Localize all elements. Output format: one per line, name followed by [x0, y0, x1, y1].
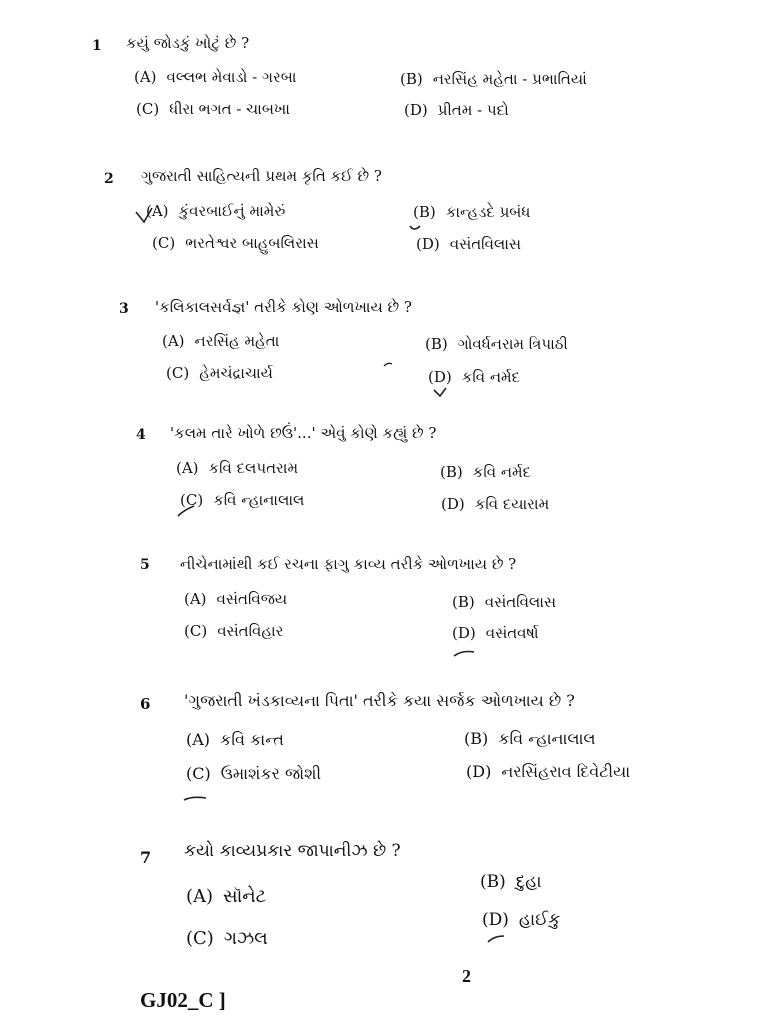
option-text: વસંતવર્ષા — [485, 624, 539, 642]
option-text: ધીરા ભગત - ચાબખા — [169, 100, 290, 118]
tick-mark-q3d — [434, 388, 446, 396]
option-text: વસંતવિલાસ — [484, 593, 557, 611]
option-text: ગઝલ — [223, 928, 268, 949]
question-text: 'કલમ તારે ખોળે છઉં'...' એવું કોણે કહ્યું છે ? — [170, 424, 437, 442]
option-text: ભરતેશ્વર બાહુબલિરાસ — [185, 234, 319, 252]
question-text: 'ગુજરાતી ખંડકાવ્યના પિતા' તરીકે કયા સર્જક ઓળખાય છે ? — [184, 691, 575, 710]
option-label: (C) — [186, 764, 211, 783]
footer-code: GJ02_C ] — [140, 988, 226, 1012]
question-number: 4 — [136, 427, 146, 443]
option-text: ગોવર્ધનરામ ત્રિપાઠી — [457, 335, 568, 353]
option-text: કાન્હડદે પ્રબંધ — [445, 203, 531, 221]
question-number: 1 — [92, 38, 102, 54]
option-label: (A) — [162, 332, 185, 350]
option-label: (A) — [134, 68, 157, 86]
question-number: 7 — [140, 848, 152, 867]
option-text: વલ્લભ મેવાડો - ગરબા — [166, 68, 297, 86]
option-text: કવિ નર્મદ — [461, 368, 520, 386]
tick-mark-q2a — [136, 208, 152, 222]
option-label: (D) — [441, 495, 465, 513]
tick-mark-q7d — [488, 936, 504, 942]
option-label: (B) — [440, 463, 463, 481]
option-label: (A) — [186, 886, 214, 907]
option-label: (C) — [152, 234, 176, 252]
option-label: (A) — [186, 730, 211, 749]
option-label: (D) — [466, 762, 492, 781]
option-text: નરસિંહરાવ દિવેટીયા — [501, 762, 631, 781]
question-text: કયો કાવ્યપ્રકાર જાપાનીઝ છે ? — [184, 841, 401, 861]
option-text: વસંતવિહાર — [217, 622, 284, 640]
option-text: કવિ કાન્ત — [220, 730, 284, 749]
option-label: (D) — [416, 235, 440, 253]
option-label: (C) — [166, 364, 190, 382]
option-label: (A) — [146, 202, 169, 220]
option-text: સૉનેટ — [223, 886, 267, 907]
question-text: કયું જોડકું ખોટું છે ? — [126, 34, 250, 52]
question-number: 3 — [119, 301, 129, 317]
option-label: (D) — [428, 368, 452, 386]
option-text: કવિ દલપતરામ — [208, 459, 299, 477]
option-text: કુંવરબાઈનું મામેરું — [178, 202, 286, 220]
option-text: હાઈકુ — [518, 910, 561, 930]
option-label: (B) — [413, 203, 436, 221]
option-label: (C) — [186, 928, 214, 949]
option-text: નરસિંહ મહેતા - પ્રભાતિયાં — [432, 70, 587, 88]
option-text: નરસિંહ મહેતા — [194, 332, 280, 350]
tick-mark-q6c — [184, 797, 206, 800]
question-text: નીચેનામાંથી કઈ રચના ફાગુ કાવ્ય તરીકે ઓળખાય છે ? — [180, 555, 517, 573]
question-number: 6 — [140, 695, 151, 713]
option-label: (C) — [184, 622, 208, 640]
option-label: (C) — [136, 100, 160, 118]
option-label: (B) — [480, 872, 506, 892]
option-text: વસંતવિજય — [216, 590, 288, 608]
option-label: (A) — [176, 459, 199, 477]
option-text: વસંતવિલાસ — [449, 235, 522, 253]
option-label: (B) — [400, 70, 423, 88]
option-text: દુહા — [515, 872, 542, 892]
option-label: (C) — [180, 491, 204, 509]
tick-mark-q5d — [454, 652, 474, 657]
option-text: કવિ ન્હાનાલાલ — [498, 729, 596, 748]
option-text: પ્રીતમ - પદો — [437, 101, 509, 119]
option-text: હેમચંદ્રાચાર્ય — [199, 364, 273, 382]
question-number: 5 — [140, 557, 150, 573]
question-text: ગુજરાતી સાહિત્યની પ્રથમ કૃતિ કઈ છે ? — [141, 167, 382, 185]
option-label: (D) — [404, 101, 428, 119]
option-text: ઉમાશંકર જોશી — [220, 764, 322, 783]
option-label: (B) — [425, 335, 448, 353]
option-label: (B) — [452, 593, 475, 611]
page-number: 2 — [462, 966, 471, 986]
tick-mark-q4c — [178, 506, 194, 516]
option-label: (A) — [184, 590, 207, 608]
option-text: કવિ દયારામ — [474, 495, 550, 513]
tick-mark-q3-stray — [384, 363, 392, 366]
option-label: (D) — [482, 910, 509, 930]
tick-mark-q2b — [410, 226, 420, 229]
option-label: (B) — [464, 729, 489, 748]
option-label: (D) — [452, 624, 476, 642]
option-text: કવિ ન્હાનાલાલ — [213, 491, 305, 509]
question-text: 'કલિકાલસર્વજ્ઞ' તરીકે કોણ ઓળખાય છે ? — [155, 298, 412, 316]
question-number: 2 — [104, 171, 114, 187]
option-text: કવિ નર્મદ — [472, 463, 531, 481]
